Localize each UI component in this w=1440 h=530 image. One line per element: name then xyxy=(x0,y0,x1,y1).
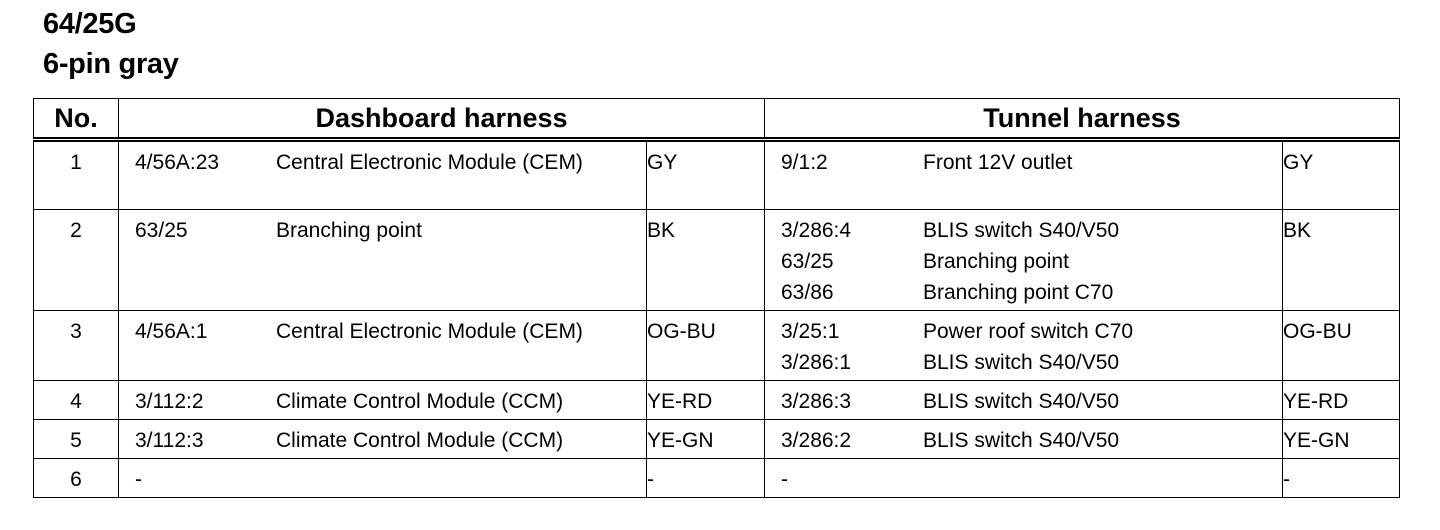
tunnel-wire-color-cell xyxy=(1283,210,1400,311)
table-row xyxy=(34,459,1400,498)
wire-color-code: YE-GN xyxy=(647,429,714,452)
component-code: 3/112:3 xyxy=(135,429,204,452)
table-header-row xyxy=(34,99,1400,140)
component-description: Climate Control Module (CCM) xyxy=(276,429,564,452)
document-title xyxy=(43,4,179,84)
pin-number: 6 xyxy=(70,468,82,491)
component-description: Climate Control Module (CCM) xyxy=(276,390,564,413)
component-code: - xyxy=(135,468,142,491)
dashboard-harness-cell xyxy=(119,311,647,381)
component-description: Front 12V outlet xyxy=(923,151,1073,174)
pin-number-cell xyxy=(34,140,119,210)
component-description: Central Electronic Module (CEM) xyxy=(276,320,583,343)
tunnel-wire-color-cell xyxy=(1283,311,1400,381)
tunnel-wire-color-cell xyxy=(1283,420,1400,459)
wire-color-code: GY xyxy=(647,151,678,174)
table-row xyxy=(34,381,1400,420)
component-description: Branching point xyxy=(276,219,422,242)
dashboard-wire-color-cell xyxy=(647,459,765,498)
header-no: No. xyxy=(34,99,119,140)
pin-number: 4 xyxy=(70,390,82,413)
dashboard-harness-cell xyxy=(119,420,647,459)
component-description: Central Electronic Module (CEM) xyxy=(276,151,583,174)
table-row xyxy=(34,311,1400,381)
wire-color-code: YE-RD xyxy=(1283,390,1349,413)
component-code: 3/25:1 xyxy=(781,320,840,343)
tunnel-harness-cell xyxy=(765,140,1283,210)
connector-id: 64/25G xyxy=(43,8,137,40)
component-description: BLIS switch S40/V50 xyxy=(923,429,1120,452)
pin-number-cell xyxy=(34,420,119,459)
dashboard-harness-cell xyxy=(119,140,647,210)
component-code: 3/286:1 xyxy=(781,351,852,374)
table-row xyxy=(34,140,1400,210)
component-code: 63/25 xyxy=(781,250,834,273)
pin-number: 1 xyxy=(70,151,82,174)
component-description: Branching point xyxy=(923,250,1069,273)
pin-number-cell xyxy=(34,381,119,420)
connector-description: 6-pin gray xyxy=(43,48,179,80)
wire-color-code: BK xyxy=(1283,219,1312,242)
component-code: 63/25 xyxy=(135,219,188,242)
component-code: - xyxy=(781,468,788,491)
wire-color-code: GY xyxy=(1283,151,1314,174)
component-code: 4/56A:23 xyxy=(135,151,220,174)
tunnel-harness-cell xyxy=(765,381,1283,420)
tunnel-harness-cell xyxy=(765,311,1283,381)
dashboard-harness-cell xyxy=(119,210,647,311)
component-code: 4/56A:1 xyxy=(135,320,208,343)
tunnel-wire-color-cell xyxy=(1283,381,1400,420)
tunnel-wire-color-cell xyxy=(1283,140,1400,210)
table-body xyxy=(34,140,1400,498)
wire-color-code: OG-BU xyxy=(1283,320,1352,343)
component-description xyxy=(923,464,1282,495)
pin-number-cell xyxy=(34,210,119,311)
header-dashboard-harness: Dashboard harness xyxy=(119,99,765,140)
dashboard-wire-color-cell xyxy=(647,420,765,459)
pin-assignment-table xyxy=(33,98,1400,498)
tunnel-wire-color-cell xyxy=(1283,459,1400,498)
pin-number: 3 xyxy=(70,320,82,343)
component-description: BLIS switch S40/V50 xyxy=(923,390,1120,413)
wire-color-code: YE-RD xyxy=(647,390,713,413)
wire-color-code: OG-BU xyxy=(647,320,716,343)
pin-number: 2 xyxy=(70,219,82,242)
wire-color-code: BK xyxy=(647,219,676,242)
pin-number: 5 xyxy=(70,429,82,452)
pin-number-cell xyxy=(34,459,119,498)
component-description: Power roof switch C70 xyxy=(923,320,1134,343)
pin-number-cell xyxy=(34,311,119,381)
component-description: BLIS switch S40/V50 xyxy=(923,219,1120,242)
tunnel-harness-cell xyxy=(765,459,1283,498)
wire-color-code: - xyxy=(647,468,654,491)
component-code: 63/86 xyxy=(781,281,834,304)
header-tunnel-harness: Tunnel harness xyxy=(765,99,1400,140)
dashboard-wire-color-cell xyxy=(647,381,765,420)
component-description: Branching point C70 xyxy=(923,281,1114,304)
component-code: 9/1:2 xyxy=(781,151,828,174)
component-description xyxy=(276,464,646,495)
wire-color-code: - xyxy=(1283,468,1290,491)
wire-color-code: YE-GN xyxy=(1283,429,1350,452)
component-code: 3/286:2 xyxy=(781,429,852,452)
table-row xyxy=(34,210,1400,311)
tunnel-harness-cell xyxy=(765,210,1283,311)
component-code: 3/286:4 xyxy=(781,219,852,242)
dashboard-wire-color-cell xyxy=(647,311,765,381)
dashboard-harness-cell xyxy=(119,381,647,420)
table-row xyxy=(34,420,1400,459)
dashboard-wire-color-cell xyxy=(647,210,765,311)
component-code: 3/112:2 xyxy=(135,390,204,413)
dashboard-wire-color-cell xyxy=(647,140,765,210)
dashboard-harness-cell xyxy=(119,459,647,498)
component-description: BLIS switch S40/V50 xyxy=(923,351,1120,374)
tunnel-harness-cell xyxy=(765,420,1283,459)
component-code: 3/286:3 xyxy=(781,390,852,413)
